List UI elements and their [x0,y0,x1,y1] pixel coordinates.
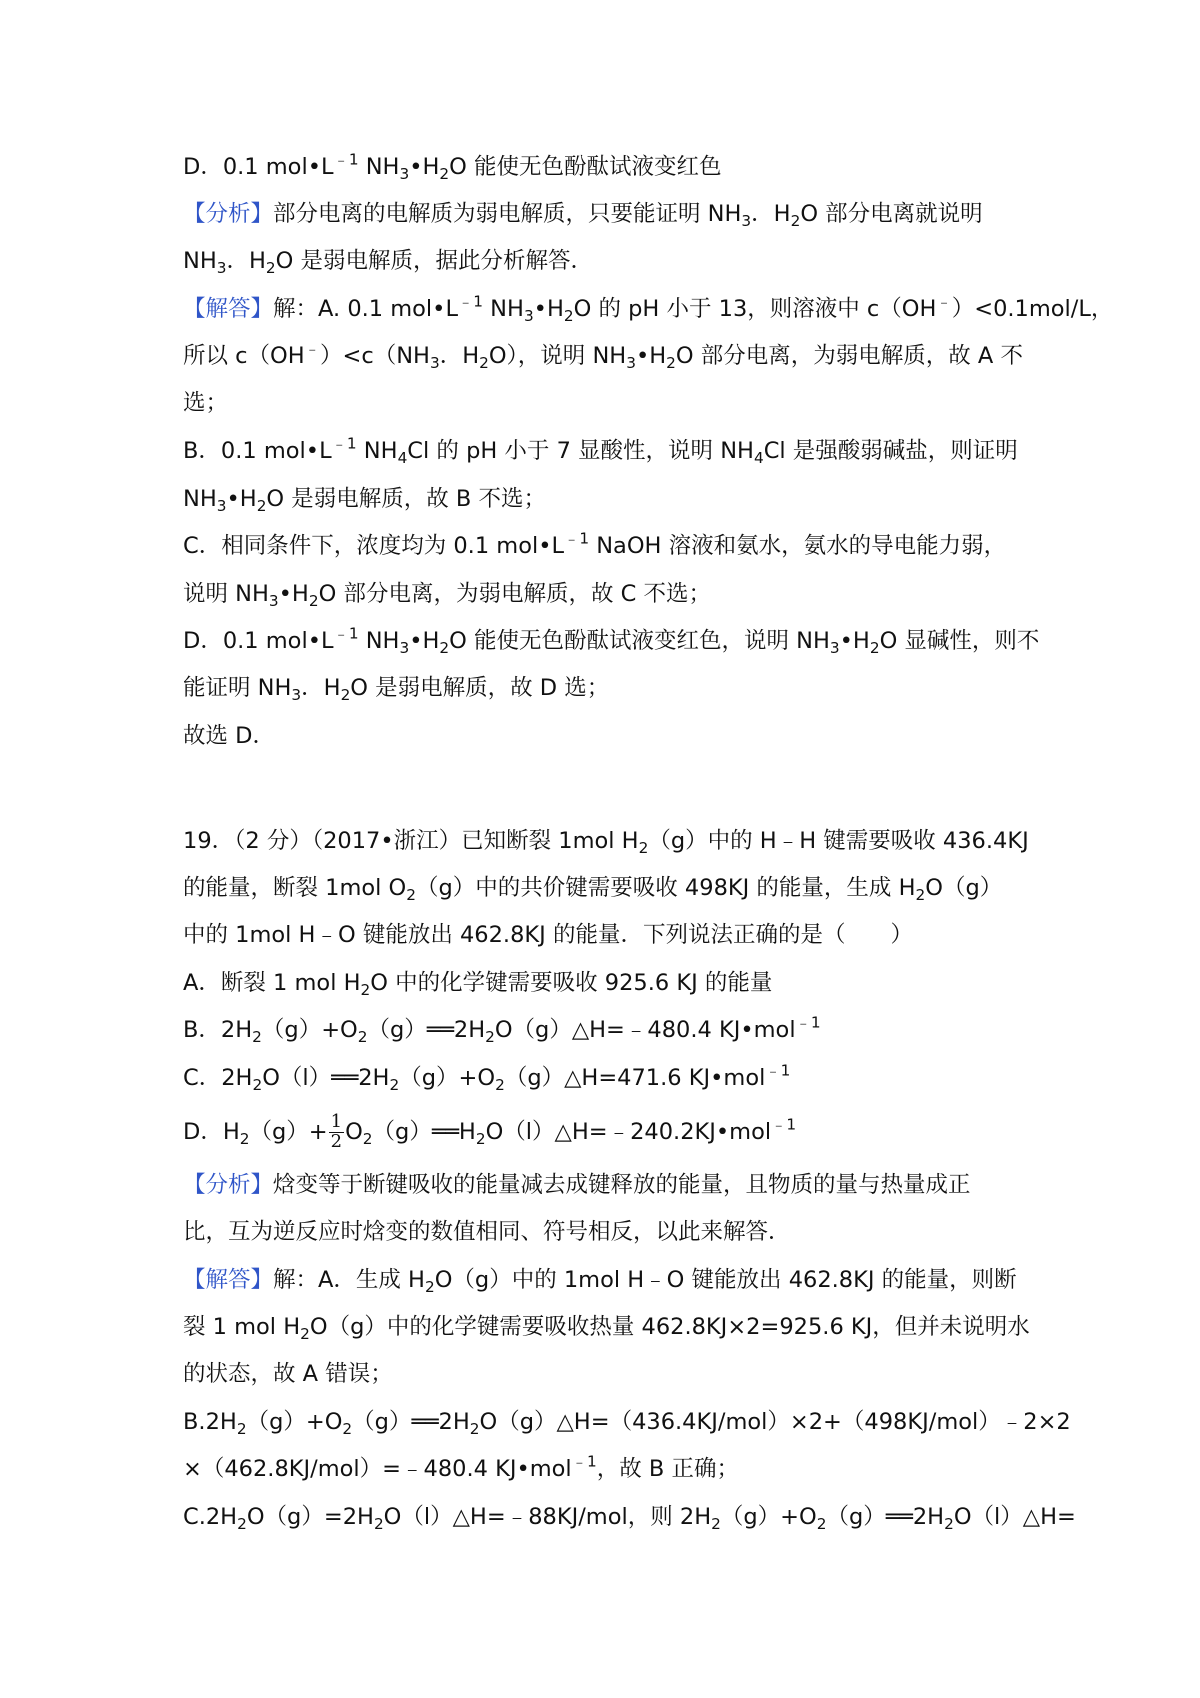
subscript: 2 [475,1129,486,1148]
text-run: ．H [439,343,480,369]
subscript: 2 [252,1027,262,1046]
text-run: 选； [183,390,229,416]
text-run: O 能使无色酚酞试液变红色，说明 NH [449,628,830,654]
superscript: ﹣1 [771,1115,797,1134]
text-line [183,1113,1033,1152]
text-run: A．断裂 1 mol H [183,970,361,996]
subscript: 3 [291,685,302,704]
text-run: （g）+ [249,1118,328,1145]
superscript: ﹣1 [333,150,359,169]
text-run: •H [226,486,257,512]
text-run: （g）══2H [367,1017,486,1043]
text-run: O（l）△H=﹣88KJ/mol，则 2H [383,1504,712,1530]
subscript: 3 [741,211,752,230]
text-run: D．0.1 mol•L [183,154,334,180]
text-run: （g）+O [399,1065,496,1091]
text-run: B.2H [183,1409,237,1435]
text-line [183,388,1033,418]
text-line [183,246,1033,276]
subscript: 2 [495,1075,505,1094]
text-run: O（g）中的化学键需要吸收热量 462.8KJ×2=925.6 KJ，但并未说明水 [309,1314,1030,1340]
superscript: ﹣1 [564,529,590,548]
text-run: •H [409,628,440,654]
subscript: 2 [439,638,450,657]
subscript: 3 [523,306,534,325]
text-line [183,673,1033,703]
superscript: ﹣1 [333,624,359,643]
subscript: 2 [340,685,351,704]
text-run: ．H [751,201,791,227]
text-run: O），说明 NH [488,343,627,369]
superscript: ﹣1 [331,434,357,453]
text-run: NH [356,438,398,464]
text-run: B．2H [183,1017,253,1043]
text-run: B．0.1 mol•L [183,438,332,464]
text-line [183,624,1040,657]
text-run: （g）══2H [826,1504,945,1530]
text-run: NaOH 溶液和氨水，氨水的导电能力弱， [589,533,1007,559]
subscript: 2 [342,1419,353,1438]
subscript: 3 [399,164,410,183]
text-run: •H [635,343,667,369]
superscript: ﹣1 [795,1013,821,1032]
text-run: O 是弱电解质，故 B 不选； [266,486,547,512]
superscript: ﹣ [304,339,320,358]
text-run: O（g）△H=﹣480.4 KJ•mol [494,1017,796,1043]
subscript: 2 [563,306,574,325]
text-run: C．相同条件下，浓度均为 0.1 mol•L [183,533,565,559]
subscript: 3 [429,353,440,372]
fraction-denominator: 2 [330,1130,343,1152]
text-run: O（l）△H=﹣240.2KJ•mol [485,1118,772,1145]
text-run: NH [358,628,400,654]
text-run: D．H [183,1118,240,1145]
subscript: 2 [308,591,319,610]
section-tag: 【分析】 [183,1172,274,1198]
subscript: 2 [869,638,880,657]
subscript: 2 [252,1075,263,1094]
text-run: 说明 NH [183,581,269,607]
subscript: 2 [439,164,450,183]
fraction [329,1113,344,1152]
superscript: ﹣ [936,292,952,311]
subscript: 2 [479,353,489,372]
subscript: 2 [357,1027,368,1046]
text-line [183,1359,1033,1389]
text-run: O（l）══2H [262,1065,390,1091]
text-run: 能证明 NH [183,675,292,701]
text-run: O [345,1118,363,1145]
text-line [183,920,1033,950]
text-run: •H [409,154,440,180]
text-run: Cl 的 pH 小于 7 显酸性，说明 NH [407,438,754,464]
section-tag: 【解答】 [183,1267,274,1293]
text-run: （g）+O [261,1017,358,1043]
text-line [183,341,1033,371]
subscript: 2 [638,838,649,857]
section-tag: 【解答】 [183,296,274,322]
text-run: O 显碱性，则不 [879,628,1040,654]
fraction-numerator: 1 [330,1111,343,1132]
subscript: 2 [373,1514,384,1533]
subscript: 3 [626,353,636,372]
subscript: 2 [237,1514,247,1533]
subscript: 2 [816,1514,827,1533]
text-run: 故选 D． [183,723,275,749]
text-run: NH [183,486,217,512]
subscript: 2 [790,211,801,230]
superscript: ﹣1 [458,292,484,311]
text-run: 解：A. 0.1 mol•L [273,296,458,322]
text-run: ．H [301,675,341,701]
text-run: （g）中的 H﹣H 键需要吸收 436.4KJ [648,828,1029,854]
text-line [183,531,1033,561]
text-run: NH [183,248,217,274]
text-run: O 是弱电解质，故 D 选； [350,675,610,701]
text-line [183,1265,1033,1295]
text-line [183,1312,1033,1342]
subscript: 2 [300,1324,310,1343]
text-run: ．H [226,248,266,274]
text-line [183,1170,1033,1200]
text-run: 比，互为逆反应时焓变的数值相同、符号相反，以此来解答． [183,1219,791,1245]
text-line [183,484,1033,514]
text-run: ）<0.1mol/L， [951,296,1114,322]
text-line [183,1502,1076,1533]
text-run: D．0.1 mol•L [183,628,334,654]
text-line [183,1407,1071,1438]
text-run: 部分电离的电解质为弱电解质，只要能证明 NH [273,201,742,227]
text-run: O（l）△H= [953,1504,1076,1530]
subscript: 2 [915,885,926,904]
subscript: 2 [256,496,267,515]
text-run: •H [839,628,870,654]
subscript: 2 [666,353,676,372]
subscript: 2 [236,1419,247,1438]
text-line [183,1454,1033,1484]
subscript: 2 [711,1514,721,1533]
text-run: O 的 pH 小于 13，则溶液中 c（OH [573,296,937,322]
text-line [183,436,1033,466]
subscript: 3 [216,496,227,515]
text-run: 的状态，故 A 错误； [183,1361,393,1387]
text-run: O 能使无色酚酞试液变红色 [449,154,722,180]
section-tag: 【分析】 [183,201,274,227]
subscript: 2 [265,258,276,277]
text-run: O（g）=2H [246,1504,374,1530]
superscript: ﹣1 [765,1061,791,1080]
subscript: 4 [753,448,764,467]
subscript: 2 [469,1419,480,1438]
text-run: •H [533,296,564,322]
text-run: O（g） [925,875,1003,901]
text-run: NH [358,154,400,180]
text-run: O（g）中的 1mol H﹣O 键能放出 462.8KJ 的能量，则断 [434,1267,1017,1293]
text-run: 裂 1 mol H [183,1314,301,1340]
text-run: 焓变等于断键吸收的能量减去成键释放的能量，且物质的量与热量成正 [273,1172,971,1198]
text-run: （g）△H=471.6 KJ•mol [504,1065,766,1091]
subscript: 2 [362,1129,373,1148]
text-run: O 部分电离，为弱电解质，故 A 不 [675,343,1023,369]
text-run: （g）+O [720,1504,817,1530]
text-line [183,1015,1033,1045]
subscript: 3 [216,258,227,277]
subscript: 2 [239,1129,250,1148]
text-run: 解：A．生成 H [273,1267,425,1293]
text-line [183,826,1033,856]
text-run: O 中的化学键需要吸收 925.6 KJ 的能量 [370,970,773,996]
text-run: 所以 c（OH [183,343,305,369]
text-line [183,721,1033,751]
subscript: 4 [397,448,408,467]
subscript: 2 [406,885,416,904]
text-run: C.2H [183,1504,238,1530]
text-line [183,1217,1033,1247]
text-run: ×（462.8KJ/mol）=﹣480.4 KJ•mol [183,1456,572,1482]
text-run: （g）══H [372,1118,476,1145]
text-run: （g）══2H [352,1409,470,1435]
text-run: （g）中的共价键需要吸收 498KJ 的能量，生成 H [416,875,916,901]
text-line [183,199,1033,229]
text-line [183,968,1033,998]
text-run: O（g）△H=（436.4KJ/mol）×2+（498KJ/mol）﹣2×2 [479,1409,1071,1435]
subscript: 3 [829,638,840,657]
text-run: ）<c（NH [319,343,430,369]
text-run: 19．（2 分）（2017•浙江）已知断裂 1mol H [183,828,639,854]
subscript: 3 [268,591,279,610]
text-run: •H [278,581,309,607]
subscript: 2 [360,980,371,999]
text-line [183,873,1033,903]
text-run: C．2H [183,1065,253,1091]
subscript: 2 [389,1075,400,1094]
text-line [183,292,1114,325]
text-run: 的能量，断裂 1mol O [183,875,407,901]
text-run: O 是弱电解质，据此分析解答． [275,248,594,274]
text-run: Cl 是强酸弱碱盐，则证明 [763,438,1018,464]
text-run: （g）+O [246,1409,343,1435]
subscript: 2 [424,1277,435,1296]
text-run: O 部分电离，为弱电解质，故 C 不选； [318,581,711,607]
text-run: O 部分电离就说明 [800,201,983,227]
subscript: 2 [485,1027,495,1046]
text-line [183,152,1033,182]
subscript: 3 [399,638,410,657]
text-run: ，故 B 正确； [596,1456,739,1482]
text-run: NH [483,296,524,322]
superscript: ﹣1 [571,1452,597,1471]
text-run: 中的 1mol H﹣O 键能放出 462.8KJ 的能量．下列说法正确的是（ ） [183,922,913,948]
text-line [183,579,1033,609]
text-line [183,1063,1033,1093]
subscript: 2 [944,1514,954,1533]
